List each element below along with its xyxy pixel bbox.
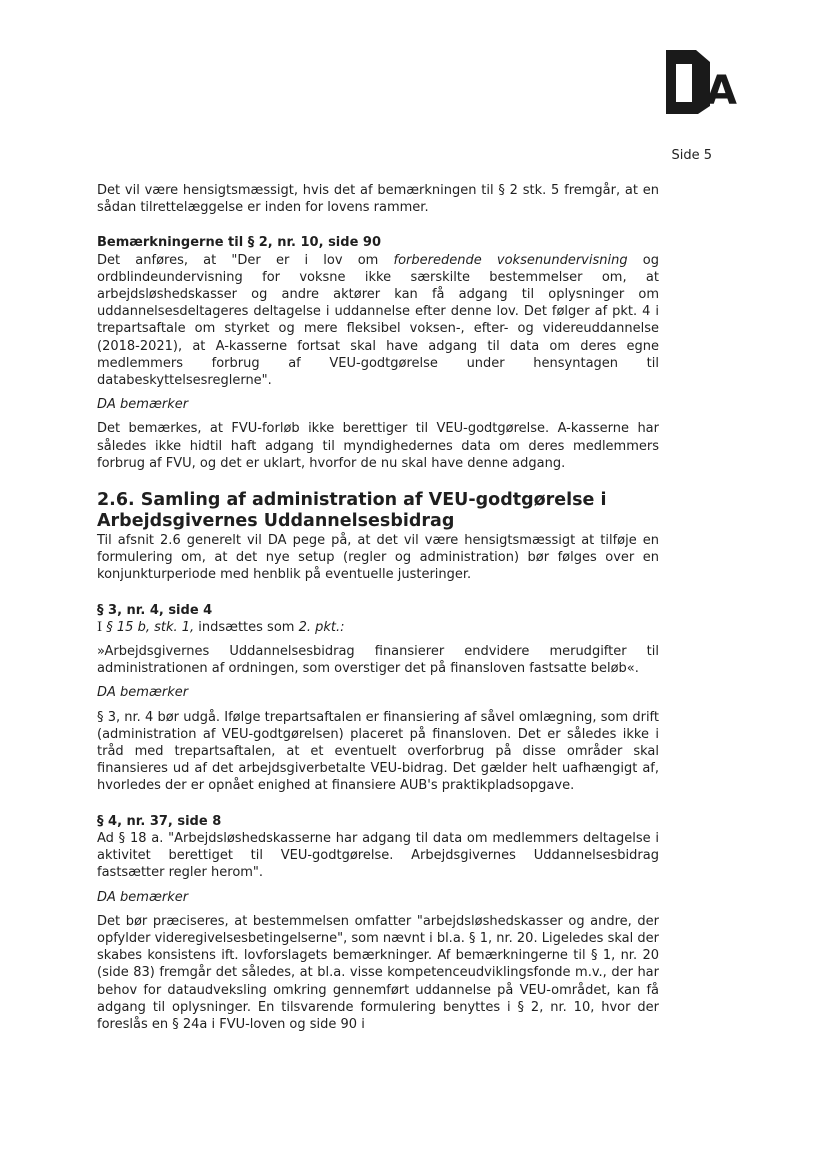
quoted-paragraph (97, 252, 659, 390)
section-s4-body: Ad § 18 a. "Arbejdsløshedskasserne har adgang til data om medlemmers deltagelse i aktivitet berettiget til VEU-godtgørelse. Arbejdsgivernes Uddannelsesbidrag fastsætter regler herom". (97, 830, 659, 881)
da-remark-label: DA bemærker (97, 889, 189, 905)
insert-pkt: 2. pkt.: (298, 619, 345, 635)
section-heading-s4: § 4, nr. 37, side 8 (97, 813, 222, 829)
insert-prefix: I (97, 619, 107, 635)
da-remark-label: DA bemærker (97, 685, 189, 701)
intro-paragraph: Det vil være hensigtsmæssigt, hvis det af bemærkningen til § 2 stk. 5 fremgår, at en sådan tilrettelæggelse er inden for lovens rammer. (97, 183, 659, 216)
quote-start: Det anføres, at "Der er i lov om (97, 252, 394, 268)
da-remark-text: § 3, nr. 4 bør udgå. Ifølge trepartsaftalen er finansiering af såvel omlægning, som drift (administration af VEU-godtgørelsen) placeret på finansloven. Det er således ikke i tråd med trepartsaftalen, at et eventuelt overforbrug på disse områder skal finansieres ud af det arbejdsgiverbetalte VEU-bidrag. Det gælder helt uafhængigt af, hvorledes der er opnået enighed at finansiere AUB's praktikpladsopgave. (97, 709, 659, 794)
section-heading-s3: § 3, nr. 4, side 4 (97, 602, 213, 618)
svg-text:A: A (706, 68, 737, 114)
inserted-quote: »Arbejdsgivernes Uddannelsesbidrag finansierer endvidere merudgifter til administrationen af ordningen, som overstiger det på finansloven fastsatte beløb«. (97, 644, 659, 677)
quote-rest: og ordblindeundervisning for voksne ikke særskilte bestemmelser om, at arbejdsløshedskasser og andre aktører kan få adgang til oplysninger om uddannelsesdeltageres deltagelse i uddannelse efter denne lov. Det følger af pkt. 4 i trepartsaftale om styrket og mere fleksibel voksen-, efter- og videreuddannelse (2018-2021), at A-kasserne fortsat skal have adgang til data om deres egne medlemmers forbrug af VEU-godtgørelse under hensyntagen til databeskyttelsesreglerne". (97, 252, 659, 389)
quote-italic: forberedende voksenundervisning (393, 252, 628, 268)
document-body (97, 182, 659, 1033)
insert-mid: indsættes som (194, 619, 299, 635)
page-number: Side 5 (671, 148, 712, 163)
section-2-6-body: Til afsnit 2.6 generelt vil DA pege på, at det vil være hensigtsmæssigt at tilføje en formulering om, at det nye setup (regler og administration) bør følges over en konjunkturperiode med henblik på eventuelle justeringer. (97, 533, 659, 583)
da-remark-text: Det bemærkes, at FVU-forløb ikke berettiger til VEU-godtgørelse. A-kasserne har således ikke hidtil haft adgang til myndighedernes data om deres medlemmers forbrug af FVU, og det er uklart, hvorfor de nu skal have denne adgang. (97, 421, 659, 471)
da-logo-mark (662, 48, 778, 118)
section-heading-remarks-s2: Bemærkningerne til § 2, nr. 10, side 90 (97, 235, 382, 251)
da-remark-text: Det bør præciseres, at bestemmelsen omfatter "arbejdsløshedskasser og andre, der opfylder videregivelsesbetingelserne", som nævnt i bl.a. § 1, nr. 20. Ligeledes skal der skabes konsistens ift. lovforslagets bemærkninger. Af bemærkningerne til § 1, nr. 20 (side 83) fremgår det således, at bl.a. visse kompetenceudviklingsfonde m.v., der har behov for dataudveksling omkring gennemført uddannelse på VEU-området, kan få adgang til oplysninger. En tilsvarende formulering benyttes i § 2, nr. 10, hvor der foreslås en § 24a i FVU-loven og side 90 i (97, 913, 659, 1032)
insert-ref: § 15 b, stk. 1, (106, 619, 195, 635)
da-logo (662, 48, 778, 118)
section-heading-2-6: 2.6. Samling af administration af VEU-godtgørelse i Arbejdsgivernes Uddannelsesbidrag (97, 490, 607, 532)
insert-instruction (97, 619, 659, 636)
da-remark-label: DA bemærker (97, 397, 189, 413)
